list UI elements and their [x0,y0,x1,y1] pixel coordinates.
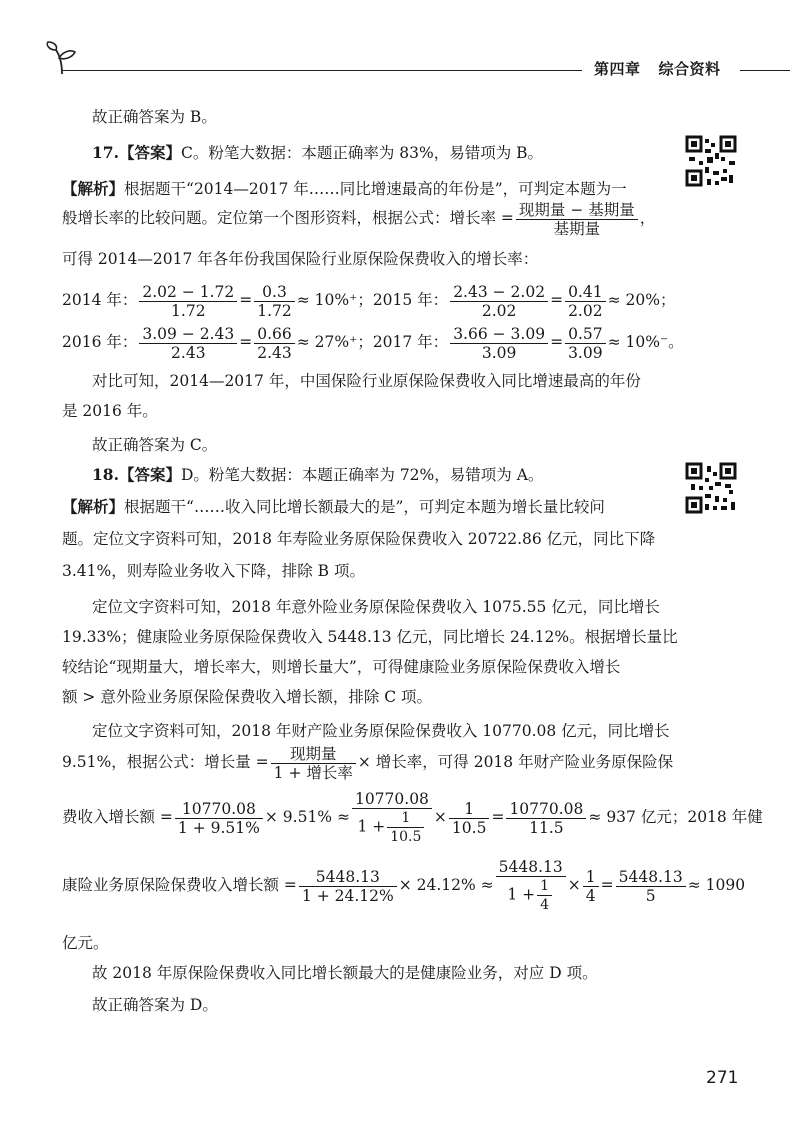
analysis-line [62,496,605,518]
text-line: 3.41%，则寿险业务收入下降，排除 B 项。 [62,562,365,580]
fraction-numerator: 1 [464,799,475,818]
calc-line-2016-2017 [62,322,684,362]
fraction [516,201,638,238]
fraction-numerator: 1 [401,810,411,826]
qr-code-icon [685,462,737,514]
fraction [450,325,548,362]
fraction-numerator: 3.09 − 2.43 [142,324,235,343]
text-line: 可得 2014—2017 年各年份我国保险行业原保险保费收入的增长率： [62,250,539,268]
formula-line-growth-rate [62,200,655,238]
analysis-text: 根据题干“……收入同比增长额最大的是”，可判定本题为增长量比较问 [124,498,605,516]
fraction-denominator: 10.5 [449,818,490,837]
fraction-numerator: 2.02 − 1.72 [142,282,235,301]
answer-text: C。粉笔大数据：本题正确率为 83%，易错项为 B。 [180,144,544,162]
text-segment: ≈ 10%⁻。 [607,333,684,351]
fraction-denominator: 3.09 [450,343,548,362]
fraction-denominator: 1.72 [254,301,295,320]
chapter-title: 综合资料 [658,60,721,78]
fraction [506,800,586,837]
text-line: 是 2016 年。 [62,402,158,420]
text-segment: = [239,333,253,351]
analysis-text: 根据题干“2014—2017 年……同比增速最高的年份是”，可判定本题为一 [124,180,627,198]
qr-code-icon [685,135,737,187]
nested-fraction [387,809,424,846]
text-line: 定位文字资料可知，2018 年意外险业务原保险保费收入 1075.55 亿元，同比增长 [92,598,660,616]
text-line: 对比可知，2014—2017 年，中国保险行业原保险保费收入同比增速最高的年份 [92,372,641,390]
text-line: 故 2018 年原保险保费收入同比增长额最大的是健康险业务，对应 D 项。 [92,964,598,982]
fraction [139,325,237,362]
text-segment: = [491,808,505,826]
fraction-denominator [352,808,432,846]
fraction [352,790,432,846]
analysis-tag: 【解析】 [62,179,125,198]
text-segment: 1 + [507,885,536,904]
fraction [583,868,599,905]
header-rule-left [62,70,582,71]
text-segment: × 9.51% ≈ [264,808,350,826]
fraction-numerator: 现期量 [290,744,337,763]
text-segment: ≈ 27%⁺；2017 年： [296,333,449,351]
text-segment: = [550,291,564,309]
text-segment: ， [639,209,656,227]
text-line: 题。定位文字资料可知，2018 年寿险业务原保险保费收入 20722.86 亿元，同比下降 [62,530,656,548]
fraction-numerator: 1 [540,878,550,894]
calc-line-2014-2015 [62,280,675,320]
text-segment: 2014 年： [62,291,138,309]
fraction [565,283,606,320]
text-segment: 2016 年： [62,333,138,351]
answer-tag: 17.【答案】 [92,143,181,162]
fraction-denominator: 4 [537,895,552,914]
fraction-denominator: 2.43 [139,343,237,362]
answer-text: D。粉笔大数据：本题正确率为 72%，易错项为 A。 [180,466,544,484]
text-segment: = [600,876,614,894]
fraction-denominator [496,876,566,914]
fraction-denominator: 1.72 [139,301,237,320]
fraction [299,868,397,905]
text-segment: × 增长率，可得 2018 年财产险业务原保险保 [357,753,674,771]
fraction-numerator: 3.66 − 3.09 [453,324,546,343]
analysis-tag: 【解析】 [62,497,125,516]
fraction-denominator: 10.5 [387,827,424,846]
fraction-numerator: 1 [585,867,596,886]
text-segment: 1 + [357,817,386,836]
fraction-numerator: 5448.13 [498,858,563,876]
fraction-numerator: 0.57 [568,324,603,343]
fraction-numerator: 现期量 − 基期量 [518,200,635,219]
fraction-denominator: 2.43 [254,343,295,362]
fraction-numerator: 0.66 [257,324,292,343]
text-line: 亿元。 [62,934,109,952]
answer-tag: 18.【答案】 [92,465,181,484]
text-segment: × 24.12% ≈ [398,876,494,894]
header-rule-right [740,70,790,71]
fraction-numerator: 5448.13 [315,867,380,886]
chapter-header [594,58,721,79]
fraction-numerator: 10770.08 [354,790,429,808]
fraction-denominator: 4 [583,886,599,905]
fraction [254,283,295,320]
fraction [616,868,686,905]
answer-line-18 [92,464,543,486]
fraction-numerator: 10770.08 [181,799,256,818]
text-segment: = [239,291,253,309]
text-segment: ≈ 10%⁺；2015 年： [296,291,449,309]
nested-fraction [537,877,552,914]
fraction [565,325,606,362]
calc-line-property-insurance [62,790,763,846]
fraction-denominator: 5 [616,886,686,905]
text-line: 定位文字资料可知，2018 年财产险业务原保险保费收入 10770.08 亿元，同比增长 [92,722,670,740]
fraction-denominator: 2.02 [565,301,606,320]
answer-line-17 [92,142,543,164]
fraction [449,800,490,837]
fraction-denominator: 1 + 24.12% [299,886,397,905]
text-segment: 费收入增长额 = [62,808,173,826]
text-segment: ≈ 937 亿元；2018 年健 [588,808,763,826]
analysis-line [62,178,627,200]
text-segment: 般增长率的比较问题。定位第一个图形资料，根据公式：增长率 = [62,209,514,227]
fraction-denominator: 1 + 9.51% [175,818,263,837]
calc-line-health-insurance [62,858,745,914]
fraction-denominator: 11.5 [506,818,586,837]
text-segment: ≈ 20%； [607,291,676,309]
fraction [175,800,263,837]
text-segment: × [567,876,581,894]
fraction [450,283,548,320]
text-segment: 康险业务原保险保费收入增长额 = [62,876,297,894]
fraction-denominator: 1 + 增长率 [271,763,356,782]
chapter-number: 第四章 [594,60,641,78]
fraction-numerator: 2.43 − 2.02 [453,282,546,301]
fraction-numerator: 0.3 [262,282,287,301]
fraction [271,745,356,782]
text-segment: × [433,808,447,826]
fraction-denominator: 3.09 [565,343,606,362]
text-line: 额 > 意外险业务原保险保费收入增长额，排除 C 项。 [62,688,433,706]
text-line: 故正确答案为 B。 [92,108,217,126]
text-line: 故正确答案为 C。 [92,436,218,454]
text-line: 较结论“现期量大，增长率大，则增长量大”，可得健康险业务原保险保费收入增长 [62,658,621,676]
page-number: 271 [706,1068,739,1088]
fraction-numerator: 10770.08 [509,799,584,818]
fraction [139,283,237,320]
fraction [254,325,295,362]
fraction [496,858,566,914]
text-line: 19.33%；健康险业务原保险保费收入 5448.13 亿元，同比增长 24.12%。根据增长量比 [62,628,678,646]
text-segment: = [550,333,564,351]
text-segment: 9.51%，根据公式：增长量 = [62,753,269,771]
formula-line-growth-amount [62,742,673,782]
text-segment: ≈ 1090 [687,876,746,894]
text-line: 故正确答案为 D。 [92,996,218,1014]
fraction-denominator: 2.02 [450,301,548,320]
fraction-numerator: 5448.13 [618,867,683,886]
fraction-denominator: 基期量 [516,219,638,238]
fraction-numerator: 0.41 [568,282,603,301]
